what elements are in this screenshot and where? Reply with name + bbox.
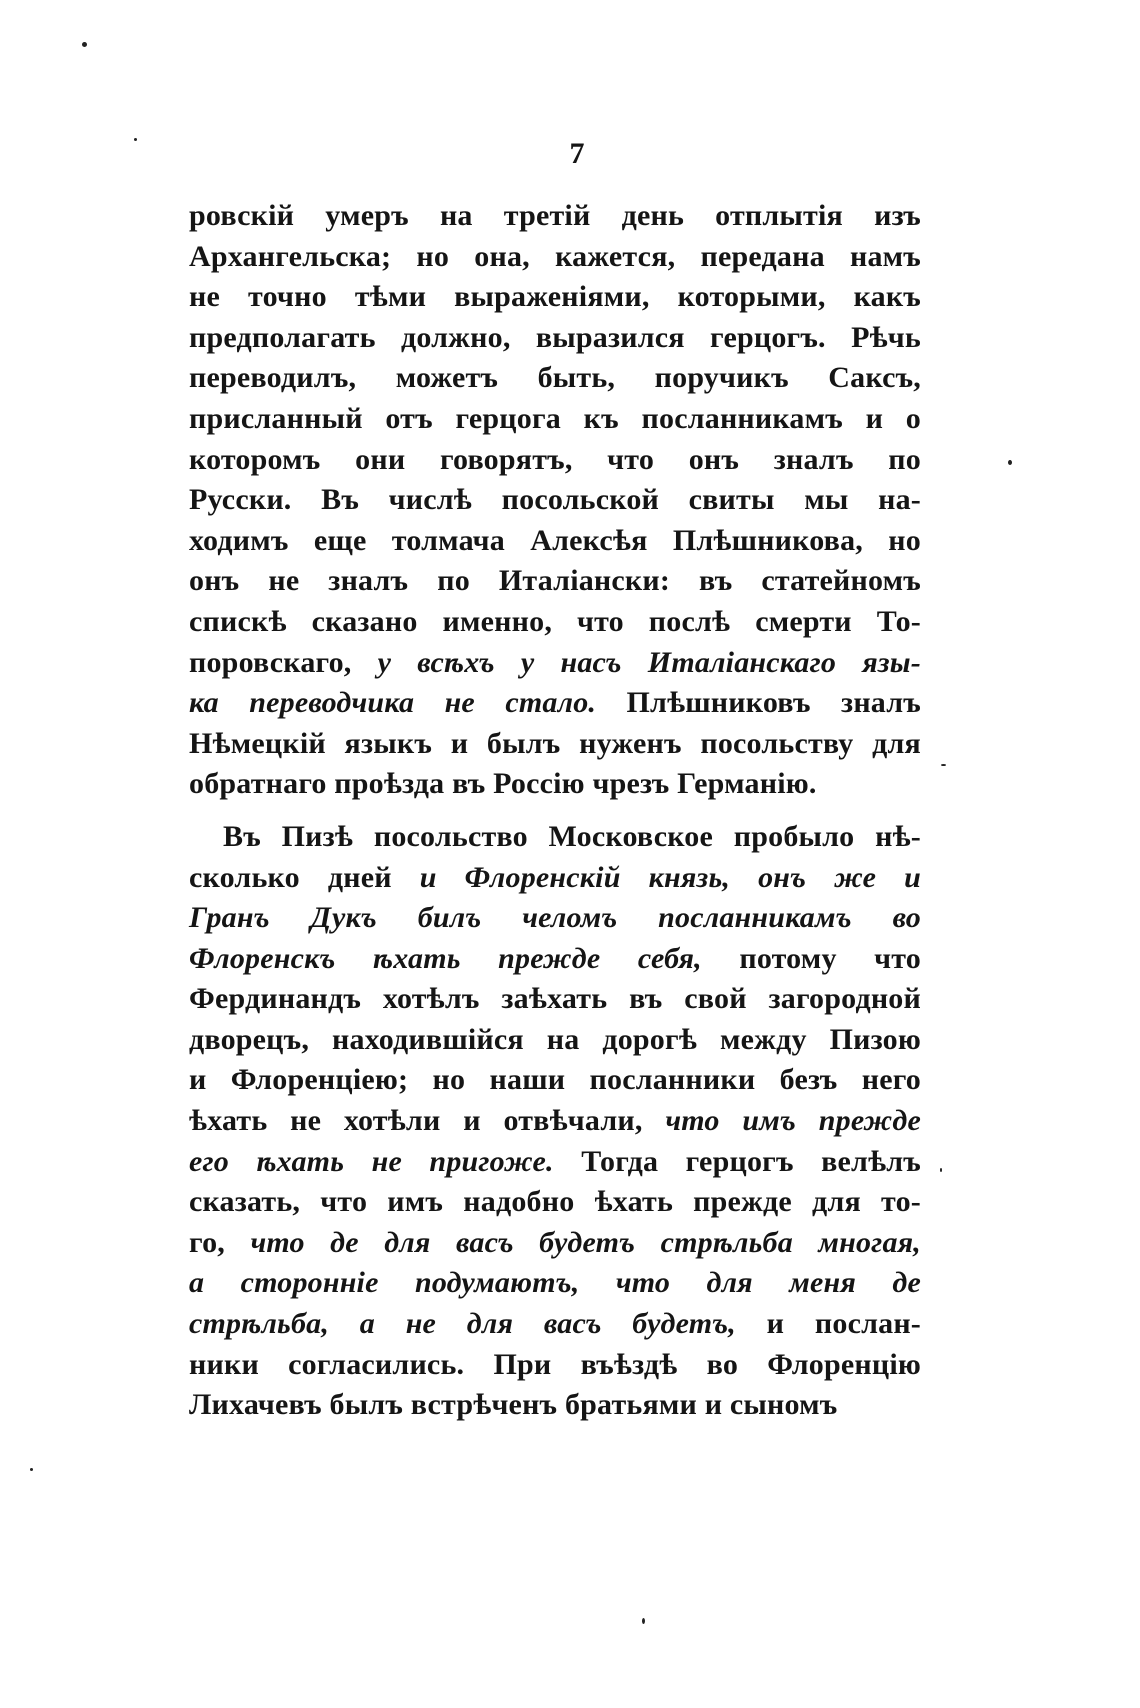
text-line: [189, 898, 921, 939]
body-text: [189, 196, 921, 1426]
scan-speck: [941, 764, 946, 766]
text-segment: присланный отъ герцога къ посланникамъ и о: [189, 401, 921, 435]
text-segment: Фердинандъ хотѣлъ заѣхать въ свой загородной: [189, 982, 921, 1016]
text-segment: Тогда герцогъ велѣлъ: [553, 1144, 921, 1178]
text-segment: и послан-: [735, 1307, 921, 1341]
text-segment: спискѣ сказано именно, что послѣ смерти То-: [189, 604, 921, 638]
text-line: [189, 1182, 921, 1223]
text-line: [189, 480, 921, 521]
scan-speck: [940, 1168, 942, 1172]
italic-quote-segment: что де для васъ будетъ стрѣльба многая,: [250, 1225, 921, 1259]
italic-quote-segment: ка переводчика не стало.: [189, 686, 597, 720]
text-segment: дворецъ, находившійся на дорогѣ между Пизою: [189, 1022, 921, 1056]
text-line: [189, 724, 921, 765]
text-line: [189, 1385, 921, 1426]
italic-quote-segment: у всѣхъ у насъ Италіанскаго язы-: [377, 645, 922, 679]
text-segment: Архангельска; но она, кажется, передана намъ: [189, 239, 921, 273]
italic-quote-segment: и Флоренскій князь, онъ же и: [419, 860, 921, 894]
text-line: [189, 440, 921, 481]
italic-quote-segment: что имъ прежде: [665, 1104, 921, 1138]
text-segment: ровскій умеръ на третій день отплытія изъ: [189, 199, 921, 232]
text-line: [189, 979, 921, 1020]
scan-speck: [30, 1468, 33, 1471]
text-segment: не точно тѣми выраженіями, которыми, какъ: [189, 280, 921, 314]
scan-speck: [134, 138, 137, 141]
text-segment: ники согласились. При въѣздѣ во Флоренцію: [189, 1347, 921, 1381]
text-segment: онъ не зналъ по Италіански: въ статейномъ: [189, 564, 921, 598]
text-line: [189, 1263, 921, 1304]
text-line: [189, 602, 921, 643]
scan-speck: [642, 1618, 645, 1624]
text-line: [189, 561, 921, 602]
text-line: [189, 358, 921, 399]
text-line: [189, 1060, 921, 1101]
text-line: [189, 683, 921, 724]
italic-quote-segment: его ѣхать не пригоже.: [189, 1144, 554, 1178]
page-number: 7: [569, 137, 585, 170]
text-line: [189, 1345, 921, 1386]
text-line: [189, 1223, 921, 1264]
text-line: [189, 764, 921, 805]
italic-quote-segment: Флоренскъ ѣхать прежде себя,: [189, 941, 702, 975]
text-line: [189, 521, 921, 562]
text-line: [189, 196, 921, 237]
text-segment: ходимъ еще толмача Алексѣя Плѣшникова, но: [189, 523, 921, 557]
text-segment: предполагать должно, выразился герцогъ. Рѣчь: [189, 320, 921, 354]
text-segment: Нѣмецкій языкъ и былъ нуженъ посольству для: [189, 726, 921, 760]
text-segment: сказать, что имъ надобно ѣхать прежде для то-: [189, 1185, 921, 1219]
text-line: [189, 1020, 921, 1061]
paragraph-gap: [189, 805, 921, 817]
text-segment: ѣхать не хотѣли и отвѣчали,: [189, 1104, 666, 1138]
italic-quote-segment: а сторонніе подумаютъ, что для меня де: [189, 1266, 921, 1300]
text-line: [189, 643, 921, 684]
text-line: [189, 939, 921, 980]
text-segment: сколько дней: [189, 860, 420, 894]
text-segment: и Флоренціею; но наши посланники безъ него: [189, 1063, 921, 1097]
text-line: [189, 1142, 921, 1183]
text-segment: переводилъ, можетъ быть, поручикъ Саксъ,: [189, 361, 921, 395]
text-line: [189, 237, 921, 278]
text-segment: Въ Пизѣ посольство Московское пробыло нѣ-: [223, 819, 921, 853]
text-segment: которомъ они говорятъ, что онъ зналъ по: [189, 442, 921, 476]
text-segment: потому что: [701, 941, 921, 975]
text-line: [189, 1304, 921, 1345]
text-line: [189, 318, 921, 359]
text-segment: го,: [189, 1225, 251, 1259]
text-line: [189, 817, 921, 858]
italic-quote-segment: стрѣльба, а не для васъ будетъ,: [189, 1307, 736, 1341]
text-line: [189, 399, 921, 440]
text-segment: Плѣшниковъ зналъ: [596, 686, 921, 720]
text-line: [189, 1101, 921, 1142]
text-line: [189, 277, 921, 318]
text-line: [189, 858, 921, 899]
italic-quote-segment: Гранъ Дукъ билъ челомъ посланникамъ во: [189, 901, 921, 935]
scan-speck: [1008, 460, 1012, 465]
text-segment: Русски. Въ числѣ посольской свиты мы на-: [189, 483, 921, 517]
text-segment: Лихачевъ былъ встрѣченъ братьями и сыномъ: [189, 1388, 838, 1422]
scan-speck: [82, 42, 87, 47]
text-segment: обратнаго проѣзда въ Россію чрезъ Германію.: [189, 767, 817, 801]
text-segment: поровскаго,: [189, 645, 378, 679]
